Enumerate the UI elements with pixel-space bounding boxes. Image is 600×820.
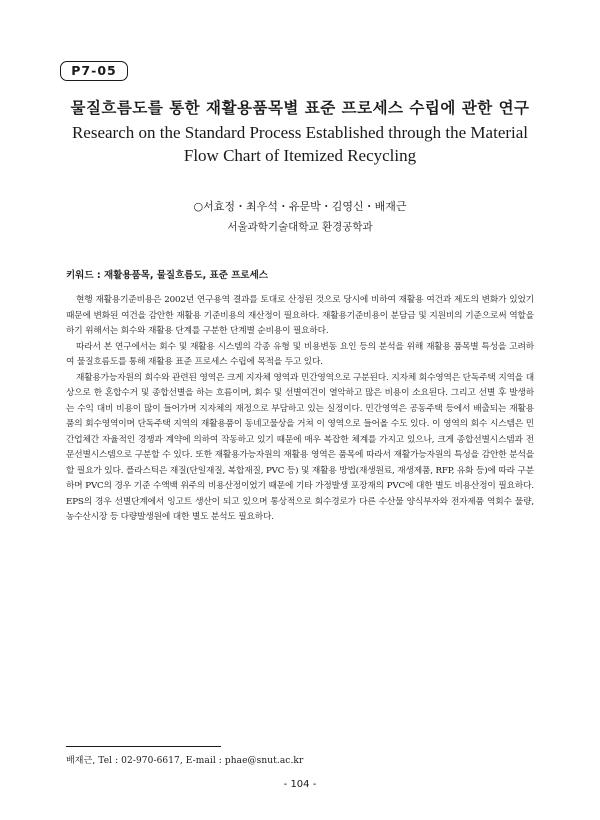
keywords: 키워드 : 재활용품목, 물질흐름도, 표준 프로세스 [66,270,268,281]
title-korean: 물질흐름도를 통한 재활용품목별 표준 프로세스 수립에 관한 연구 [70,99,530,117]
affiliation: 서울과학기술대학교 환경공학과 [227,221,373,233]
paragraph-3: 재활용가능자원의 회수와 관련된 영역은 크게 지자체 영역과 민간영역으로 구분된다. 지자체 회수영역은 단독주택 지역을 대상으로 한 혼합수거 및 종합선별을 하는 흐름이며, 회수 및 선별여건이 열악하고 많은 비용이 소요된다. 그리고 선별 후 발생하는 수익 대비 비용이 많이 들어가며 지자체의 재정으로 부담하고 있는 실정이다. 민간영역은 공동주택 등에서 배출되는 재활용품의 회수영역이며 단독주택 지역의 재활용품이 동네고물상을 거쳐 이 영역으로 들어올 수도 있다. 이 영역의 회수 시스템은 민간업체간 자율적인 경쟁과 계약에 의하여 작동하고 있기 때문에 매우 복잡한 체계를 가지고 있으나, 크게 종합선별시스템과 전문선별시스템으로 구분할 수 있다. 또한 재활용가능자원의 재활용 영역은 품목에 따라서 재활가능자원의 특성을 감안한 분석을 할 필요가 있다. 플라스틱은 재질(단일재질, 복합재질, PVC 등) 및 재활용 방법(재생원료, 재생제품, RFP, 유화 등)에 따라 구분하며 PVC의 경우 기준 수액백 위주의 비용산정이었기 때문에 기타 가정발생 포장재의 PVC에 대한 별도 비용산정이 필요하다. EPS의 경우 선별단계에서 잉고트 생산이 되고 있으며 통상적으로 회수경로가 다른 수산물 양식부자와 전자제품 역회수 물량, 농수산시장 등 다량발생원에 대한 별도 분석도 필요하다. [66,372,534,522]
footnote-contact: 배재근, Tel : 02-970-6617, E-mail : phae@snut.ac.kr [66,756,304,766]
paragraph-1: 현행 재활용기준비용은 2002년 연구용역 결과를 토대로 산정된 것으로 당시에 비하여 재활용 여건과 제도의 변화가 있었기 때문에 변화된 여건을 감안한 재활용 기준비용의 재산정이 필요하다. 재활용기준비용이 분담금 및 지원비의 기준으로써 역할을 하기 위해서는 회수와 재활용 단계를 구분한 단계별 순비용이 필요하다. [66,295,534,336]
title-english: Research on the Standard Process Established through the Material Flow Chart of Itemized Recycling [71,123,529,165]
page-number: - 104 - [283,779,317,790]
session-code-badge: P7-05 [60,61,128,81]
author-list: ○서효정・최우석・유문박・김영신・배재근 [193,200,407,213]
footnote-divider [66,746,221,747]
abstract-body [66,293,534,526]
paragraph-2: 따라서 본 연구에서는 회수 및 재활용 시스템의 각종 유형 및 비용변동 요인 등의 분석을 위해 재활용 품목별 특성을 고려하여 물질흐름도를 통해 재활용 표준 프로세스 수립에 목적을 두고 있다. [66,341,534,367]
